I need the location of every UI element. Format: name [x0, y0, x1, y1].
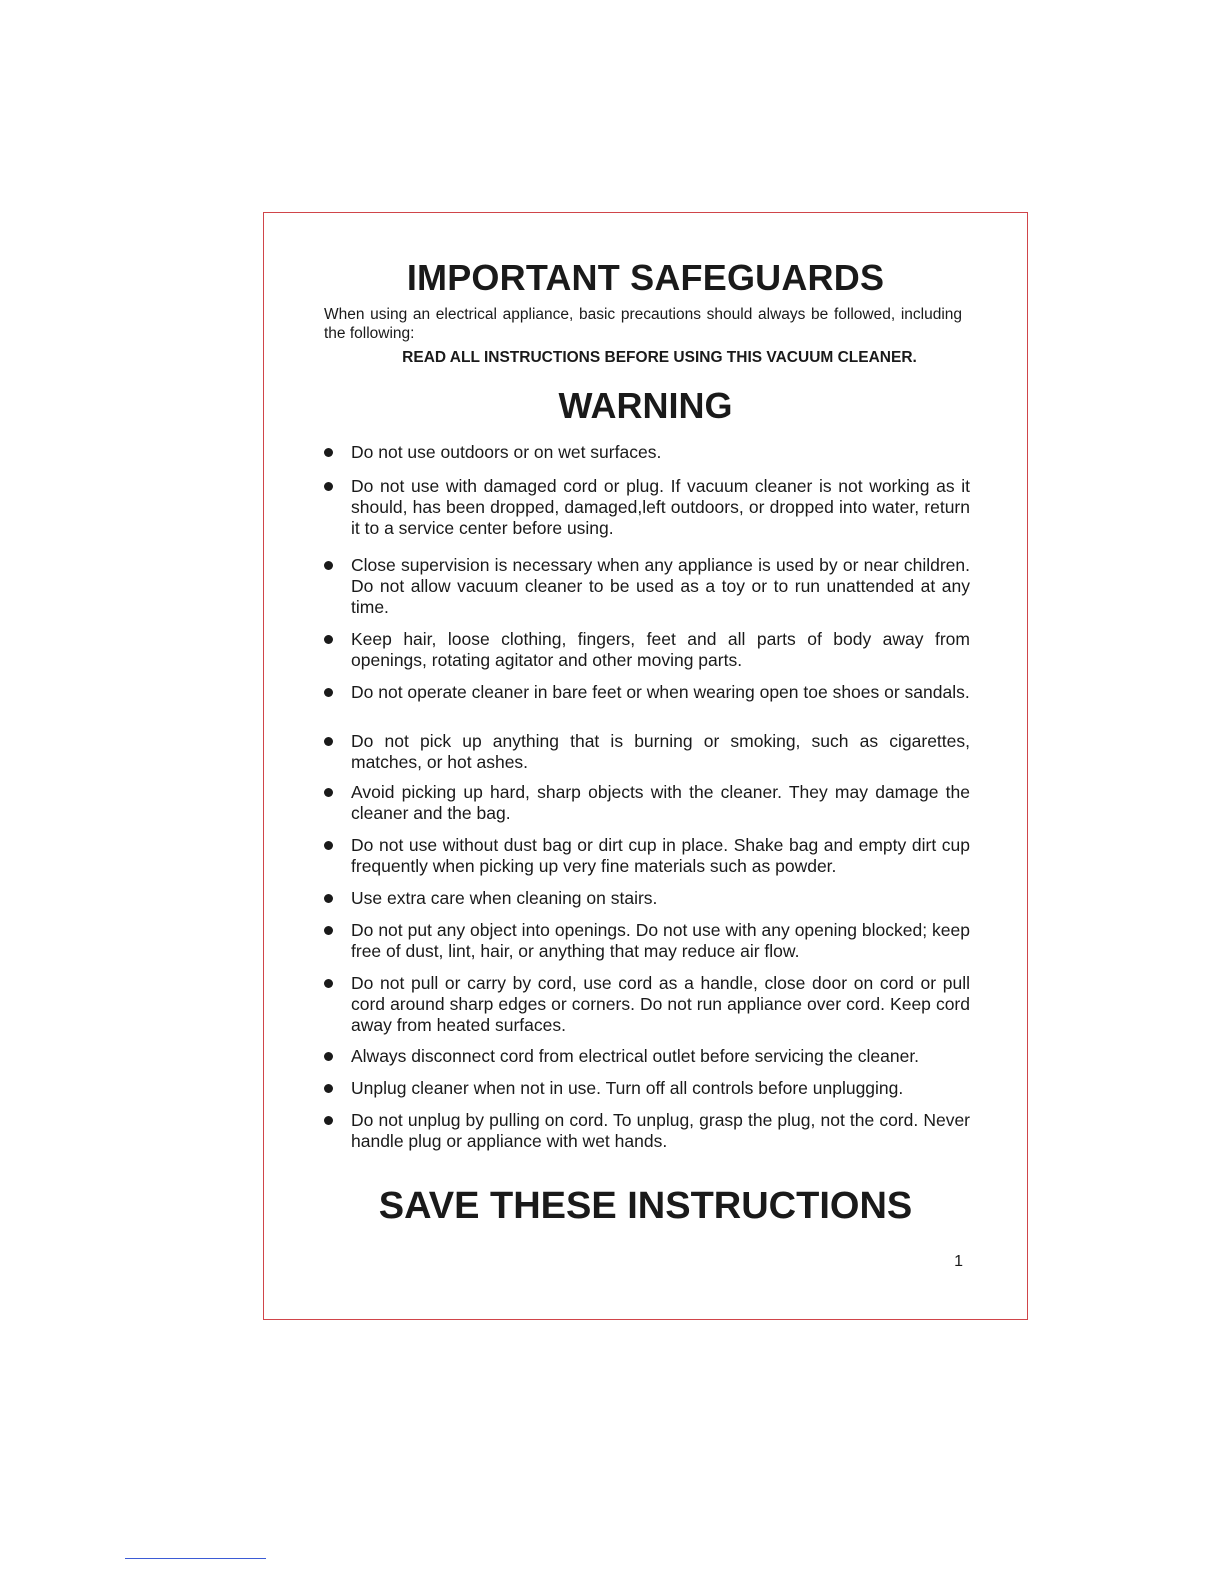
warning-item: [324, 442, 970, 463]
page-number: 1: [954, 1253, 963, 1270]
warning-text: Avoid picking up hard, sharp objects with the cleaner. They may damage the cleaner and the bag.: [351, 782, 970, 823]
bullet-icon: [324, 482, 333, 491]
footer-rule: [125, 1558, 266, 1559]
bullet-icon: [324, 561, 333, 570]
save-instructions-heading: SAVE THESE INSTRUCTIONS: [378, 1185, 913, 1227]
warning-text: Close supervision is necessary when any appliance is used by or near children. Do not allow vacuum cleaner to be used as a toy or to run unattended at any time.: [351, 555, 970, 617]
warning-list: [264, 213, 1027, 1319]
warning-item: [324, 629, 970, 671]
safeguards-page-frame: [263, 212, 1028, 1320]
warning-text: Always disconnect cord from electrical outlet before servicing the cleaner.: [351, 1046, 920, 1066]
warning-item: [324, 476, 970, 539]
warning-item: [324, 888, 970, 909]
bullet-icon: [324, 448, 333, 457]
page-title: IMPORTANT SAFEGUARDS: [406, 257, 885, 298]
bullet-icon: [324, 1116, 333, 1125]
warning-item: [324, 555, 970, 618]
warning-item: [324, 1110, 970, 1152]
bullet-icon: [324, 1052, 333, 1061]
warning-text: Do not pick up anything that is burning or smoking, such as cigarettes, matches, or hot ashes.: [351, 731, 970, 772]
read-all-instructions-notice: READ ALL INSTRUCTIONS BEFORE USING THIS VACUUM CLEANER.: [402, 349, 917, 366]
bullet-icon: [324, 788, 333, 797]
warning-item: [324, 682, 970, 703]
bullet-icon: [324, 841, 333, 850]
warning-text: Unplug cleaner when not in use. Turn off all controls before unplugging.: [351, 1078, 904, 1098]
bullet-icon: [324, 635, 333, 644]
bullet-icon: [324, 979, 333, 988]
warning-text: Do not use with damaged cord or plug. If vacuum cleaner is not working as it should, has been dropped, damaged,left outdoors, or dropped into water, return it to a service center before using.: [351, 476, 970, 538]
warning-item: [324, 973, 970, 1036]
bullet-icon: [324, 737, 333, 746]
warning-item: [324, 1078, 970, 1099]
warning-text: Do not operate cleaner in bare feet or when wearing open toe shoes or sandals.: [351, 682, 970, 702]
warning-item: [324, 1046, 970, 1067]
bullet-icon: [324, 894, 333, 903]
warning-text: Do not use without dust bag or dirt cup in place. Shake bag and empty dirt cup frequently when picking up very fine materials such as powder.: [351, 835, 970, 876]
warning-item: [324, 782, 970, 824]
warning-text: Do not pull or carry by cord, use cord as a handle, close door on cord or pull cord around sharp edges or corners. Do not run appliance over cord. Keep cord away from heated surfaces.: [351, 973, 970, 1035]
warning-item: [324, 920, 970, 962]
warning-text: Keep hair, loose clothing, fingers, feet and all parts of body away from openings, rotating agitator and other moving parts.: [351, 629, 970, 670]
warning-heading: WARNING: [558, 385, 733, 426]
warning-item: [324, 731, 970, 773]
warning-text: Do not unplug by pulling on cord. To unplug, grasp the plug, not the cord. Never handle plug or appliance with wet hands.: [351, 1110, 970, 1151]
warning-text: Use extra care when cleaning on stairs.: [351, 888, 658, 908]
bullet-icon: [324, 1084, 333, 1093]
intro-paragraph: When using an electrical appliance, basic precautions should always be followed, including the following:: [324, 306, 962, 342]
warning-item: [324, 835, 970, 877]
warning-text: Do not put any object into openings. Do not use with any opening blocked; keep free of dust, lint, hair, or anything that may reduce air flow.: [351, 920, 970, 961]
bullet-icon: [324, 926, 333, 935]
warning-text: Do not use outdoors or on wet surfaces.: [351, 442, 662, 462]
bullet-icon: [324, 688, 333, 697]
